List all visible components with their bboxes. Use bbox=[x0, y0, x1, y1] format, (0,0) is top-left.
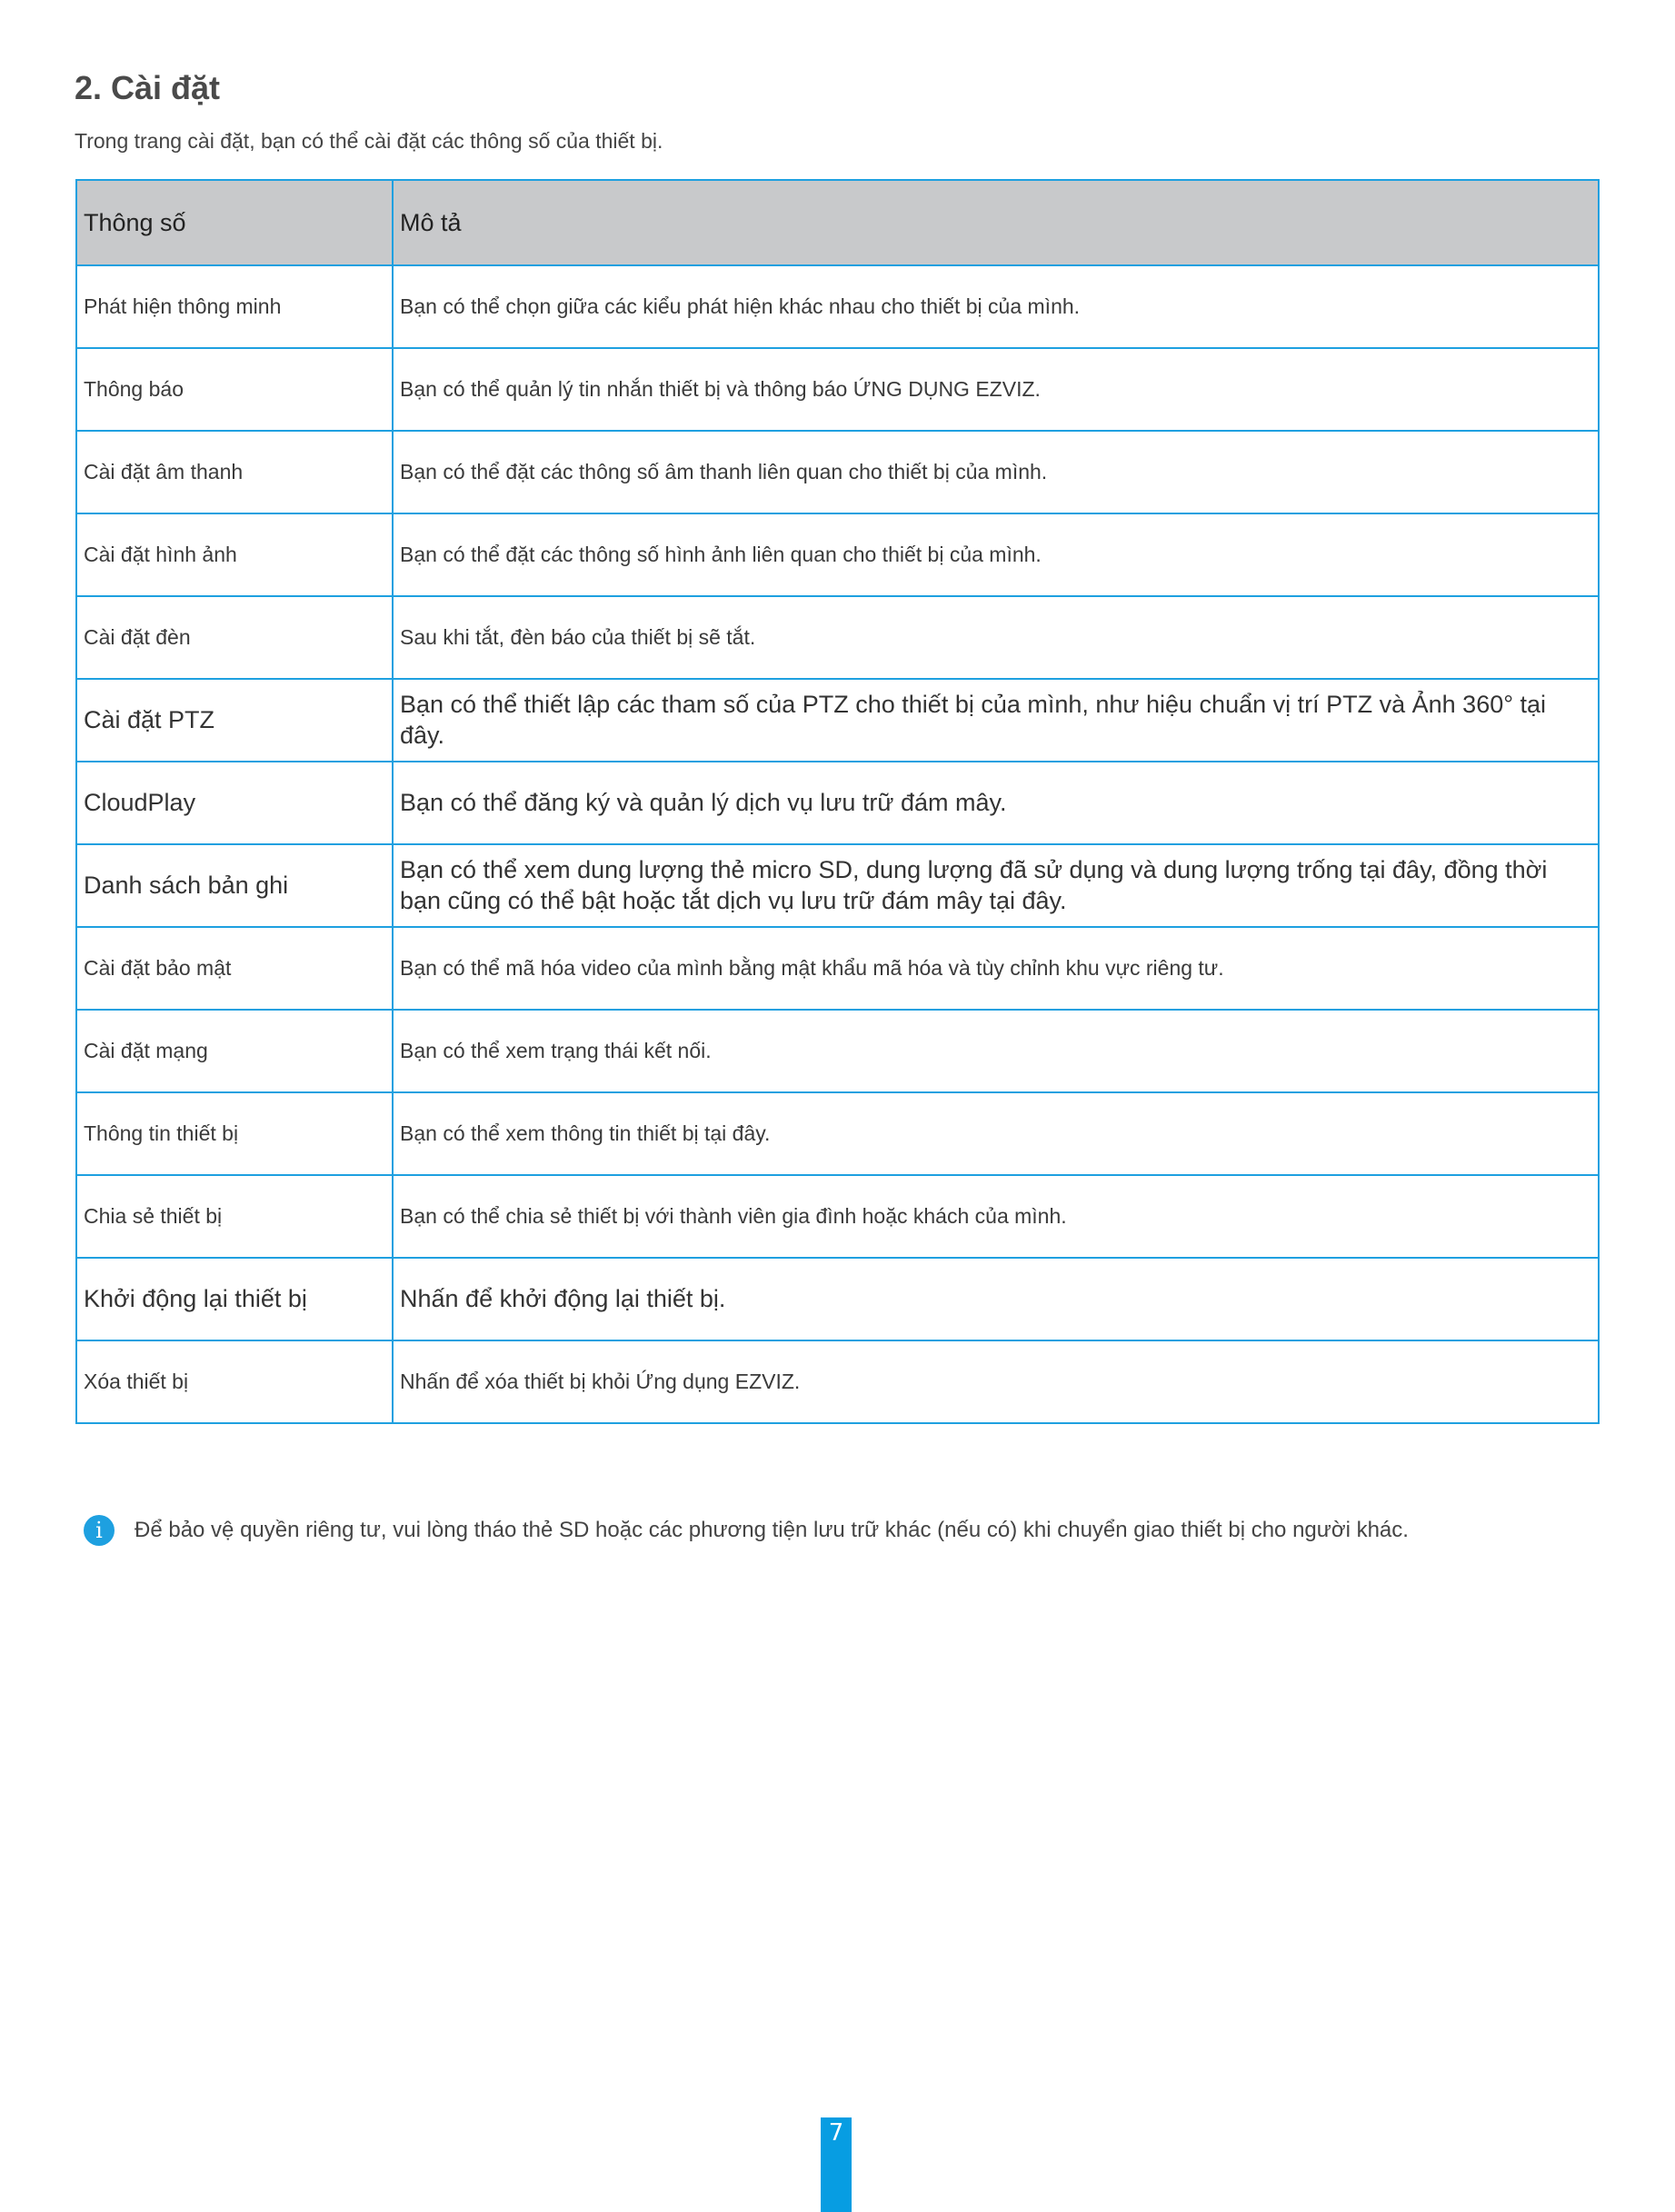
desc-cell: Bạn có thể xem trạng thái kết nối. bbox=[393, 1010, 1599, 1092]
param-cell: Cài đặt PTZ bbox=[76, 679, 393, 762]
table-row bbox=[76, 1175, 1599, 1258]
table-row bbox=[76, 513, 1599, 596]
section-title: 2. Cài đặt bbox=[75, 69, 221, 106]
desc-cell: Sau khi tắt, đèn báo của thiết bị sẽ tắt. bbox=[393, 596, 1599, 679]
table-row bbox=[76, 1092, 1599, 1175]
table-row bbox=[76, 679, 1599, 762]
param-cell: Cài đặt mạng bbox=[76, 1010, 393, 1092]
note-text: Để bảo vệ quyền riêng tư, vui lòng tháo thẻ SD hoặc các phương tiện lưu trữ khác (nếu có) khi chuyển giao thiết bị cho người khác. bbox=[135, 1518, 1409, 1542]
param-cell: Khởi động lại thiết bị bbox=[76, 1258, 393, 1340]
table-row bbox=[76, 596, 1599, 679]
table-row bbox=[76, 1010, 1599, 1092]
table-row bbox=[76, 431, 1599, 513]
table-row bbox=[76, 844, 1599, 927]
desc-cell: Bạn có thể xem dung lượng thẻ micro SD, dung lượng đã sử dụng và dung lượng trống tại đây, đồng thời bạn cũng có thể bật hoặc tắt dịch vụ lưu trữ đám mây tại đây. bbox=[393, 844, 1599, 927]
header-desc: Mô tả bbox=[393, 180, 1599, 265]
page-number: 7 bbox=[821, 2117, 852, 2212]
table-row bbox=[76, 1258, 1599, 1340]
param-cell: Cài đặt hình ảnh bbox=[76, 513, 393, 596]
desc-cell: Bạn có thể đăng ký và quản lý dịch vụ lưu trữ đám mây. bbox=[393, 762, 1599, 844]
privacy-note bbox=[84, 1515, 1409, 1546]
table-row bbox=[76, 762, 1599, 844]
param-cell: CloudPlay bbox=[76, 762, 393, 844]
param-cell: Chia sẻ thiết bị bbox=[76, 1175, 393, 1258]
desc-cell: Bạn có thể thiết lập các tham số của PTZ cho thiết bị của mình, như hiệu chuẩn vị trí PTZ và Ảnh 360° tại đây. bbox=[393, 679, 1599, 762]
desc-cell: Nhấn để xóa thiết bị khỏi Ứng dụng EZVIZ. bbox=[393, 1340, 1599, 1423]
param-cell: Thông báo bbox=[76, 348, 393, 431]
desc-cell: Bạn có thể đặt các thông số âm thanh liên quan cho thiết bị của mình. bbox=[393, 431, 1599, 513]
info-icon: i bbox=[84, 1515, 115, 1546]
desc-cell: Bạn có thể chọn giữa các kiểu phát hiện khác nhau cho thiết bị của mình. bbox=[393, 265, 1599, 348]
header-param: Thông số bbox=[76, 180, 393, 265]
param-cell: Phát hiện thông minh bbox=[76, 265, 393, 348]
param-cell: Danh sách bản ghi bbox=[76, 844, 393, 927]
table-row bbox=[76, 927, 1599, 1010]
table-header-row bbox=[76, 180, 1599, 265]
param-cell: Cài đặt đèn bbox=[76, 596, 393, 679]
param-cell: Cài đặt âm thanh bbox=[76, 431, 393, 513]
desc-cell: Bạn có thể mã hóa video của mình bằng mật khẩu mã hóa và tùy chỉnh khu vực riêng tư. bbox=[393, 927, 1599, 1010]
settings-table bbox=[75, 179, 1600, 1424]
param-cell: Xóa thiết bị bbox=[76, 1340, 393, 1423]
desc-cell: Bạn có thể xem thông tin thiết bị tại đây. bbox=[393, 1092, 1599, 1175]
desc-cell: Nhấn để khởi động lại thiết bị. bbox=[393, 1258, 1599, 1340]
intro-text: Trong trang cài đặt, bạn có thể cài đặt các thông số của thiết bị. bbox=[75, 129, 663, 153]
desc-cell: Bạn có thể chia sẻ thiết bị với thành viên gia đình hoặc khách của mình. bbox=[393, 1175, 1599, 1258]
param-cell: Cài đặt bảo mật bbox=[76, 927, 393, 1010]
param-cell: Thông tin thiết bị bbox=[76, 1092, 393, 1175]
table-row bbox=[76, 1340, 1599, 1423]
desc-cell: Bạn có thể đặt các thông số hình ảnh liên quan cho thiết bị của mình. bbox=[393, 513, 1599, 596]
table-row bbox=[76, 265, 1599, 348]
table-row bbox=[76, 348, 1599, 431]
desc-cell: Bạn có thể quản lý tin nhắn thiết bị và thông báo ỨNG DỤNG EZVIZ. bbox=[393, 348, 1599, 431]
